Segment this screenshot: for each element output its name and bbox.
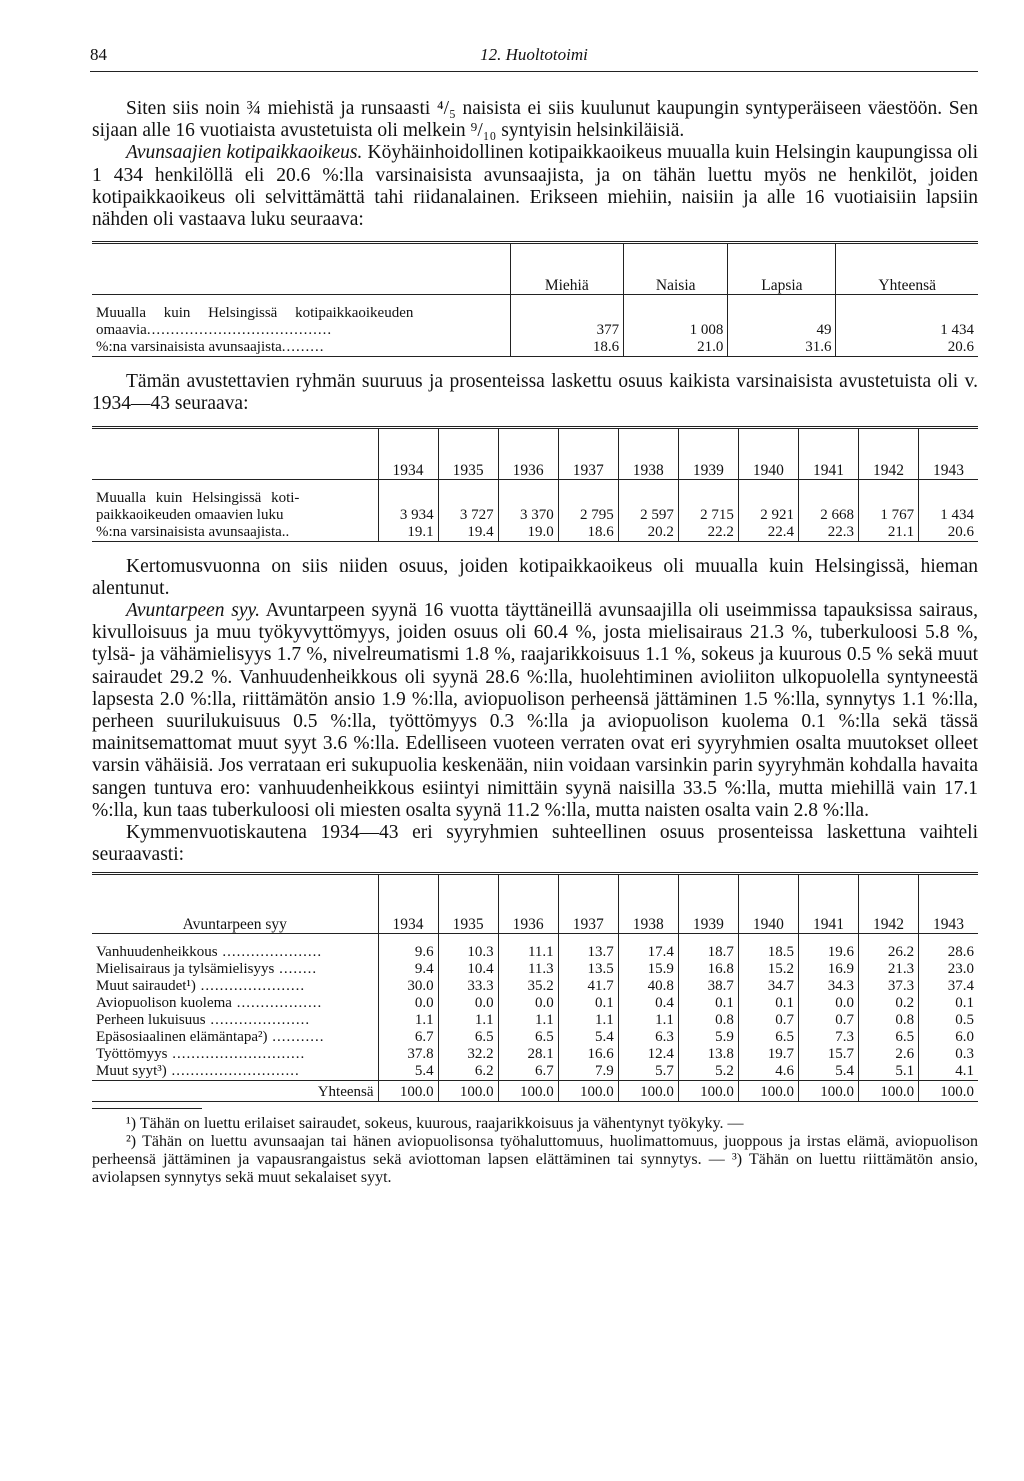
page-header	[90, 45, 978, 72]
cell: 16.8	[678, 961, 738, 978]
table-header-row	[92, 244, 978, 295]
column-header: 1939	[678, 875, 738, 934]
cell: 0.0	[798, 995, 858, 1012]
cell: 20.2	[618, 524, 678, 541]
row-label-text: Aviopuolison kuolema	[96, 995, 232, 1012]
table-row	[92, 1012, 978, 1029]
column-header: 1940	[738, 875, 798, 934]
cell: 40.8	[618, 978, 678, 995]
leader-dots: ...........	[267, 1029, 325, 1046]
cell: 0.0	[378, 995, 438, 1012]
table-total-row	[92, 1081, 978, 1102]
cell: 34.7	[738, 978, 798, 995]
table-row	[92, 978, 978, 995]
table-2	[92, 429, 978, 541]
cell: 0.7	[738, 1012, 798, 1029]
cell: 6.7	[498, 1063, 558, 1081]
table-header-blank	[92, 244, 510, 295]
row-label	[92, 944, 378, 961]
cell: 13.8	[678, 1046, 738, 1063]
cell	[510, 305, 624, 322]
table-row	[92, 961, 978, 978]
cell: 0.5	[919, 1012, 978, 1029]
footnote-2: ²) Tähän on luettu avunsaajan tai hänen aviopuolisonsa työhaluttomuus, huolimattomuus, juoppous ja irstas elämä, aviopuolison perheensä jättäminen ja vapausrangaistus sekä aviottoman lapsen elättäminen tai synnytys. — ³) Tähän on luettu riittämätön ansio, aviolapsen synnytys sekä muut sekalaiset syyt.	[92, 1133, 978, 1187]
table-1	[92, 244, 978, 356]
column-header: 1937	[558, 429, 618, 480]
cell: 100.0	[558, 1081, 618, 1102]
row-label-text: Työttömyys	[96, 1046, 168, 1063]
column-header: 1940	[738, 429, 798, 480]
cell: 1.1	[378, 1012, 438, 1029]
cell: 13.5	[558, 961, 618, 978]
row-label	[92, 1012, 378, 1029]
cell: 16.6	[558, 1046, 618, 1063]
cell: 2 715	[678, 507, 738, 524]
row-label: Muualla kuin Helsingissä koti-	[96, 489, 300, 506]
leader-dots: ......................	[195, 978, 306, 995]
cell: 100.0	[798, 1081, 858, 1102]
cell: 22.2	[678, 524, 738, 541]
cell: 4.6	[738, 1063, 798, 1081]
column-header: Naisia	[624, 244, 728, 295]
cell: 9.4	[378, 961, 438, 978]
cell: 0.0	[498, 995, 558, 1012]
column-header: Lapsia	[728, 244, 836, 295]
cell: 100.0	[678, 1081, 738, 1102]
cell: 5.4	[378, 1063, 438, 1081]
cell: 20.6	[919, 524, 978, 541]
row-label	[92, 961, 378, 978]
cell: 0.1	[919, 995, 978, 1012]
cell: 0.2	[859, 995, 919, 1012]
table-row	[92, 322, 978, 339]
cell: 100.0	[378, 1081, 438, 1102]
cell: 32.2	[438, 1046, 498, 1063]
cell: 6.7	[378, 1029, 438, 1046]
cell: 15.7	[798, 1046, 858, 1063]
paragraph-2-text: Köyhäinhoidollinen kotipaikkaoikeus muualla kuin Helsingin kaupungissa oli 1 434 henkilöllä eli 20.6 %:lla varsinaisista avunsaajista, ja on tähän luettu myös ne henkilöt, joiden kotipaikkaoikeus oli selvittämättä tahi riidanalainen. Erikseen miehiin, naisiin ja alle 16 vuotiaisiin lapsiin nähden oli vastaava luku seuraava:	[92, 142, 978, 231]
cell: 5.4	[558, 1029, 618, 1046]
cell: 6.5	[438, 1029, 498, 1046]
total-label: Yhteensä	[92, 1081, 378, 1102]
cell: 0.0	[438, 995, 498, 1012]
cell: 18.6	[510, 339, 624, 356]
cell: 6.5	[859, 1029, 919, 1046]
row-label: paikkaoikeuden omaavien luku	[96, 506, 284, 523]
column-header: 1937	[558, 875, 618, 934]
cell: 6.0	[919, 1029, 978, 1046]
cell: 0.8	[678, 1012, 738, 1029]
paragraph-5	[92, 600, 978, 822]
row-label-text: Epäsosiaalinen elämäntapa²)	[96, 1029, 268, 1046]
table-row	[92, 490, 978, 507]
cell: 0.8	[859, 1012, 919, 1029]
cell: 18.6	[558, 524, 618, 541]
cell: 33.3	[438, 978, 498, 995]
row-label	[92, 978, 378, 995]
table-header-blank	[92, 429, 378, 480]
cell: 0.1	[558, 995, 618, 1012]
cell: 30.0	[378, 978, 438, 995]
cell: 28.6	[919, 944, 978, 961]
table-header-row	[92, 429, 978, 480]
cell: 5.9	[678, 1029, 738, 1046]
cell: 1.1	[498, 1012, 558, 1029]
table-row	[92, 944, 978, 961]
cell: 26.2	[859, 944, 919, 961]
paragraph-5-text: Avuntarpeen syynä 16 vuotta täyttäneillä avunsaajilla oli useimmissa tapauksissa sairaus, kivulloisuus ja muu työkyvyttömyys, joiden osuus oli 60.4 %, josta mielisairaus 21.3 %, tuberkuloosi 5.8 %, tylsä- ja vähämielisyys 1.7 %, nivelreumatismi 1.8 %, raajarikkoisuus 1.1 %, sokeus ja kuurous 0.5 % sekä muut sairaudet 29.2 %. Vanhuudenheikkous oli syynä 28.6 %:lla, huolehtiminen avioliiton ulkopuolella syntyneestä lapsesta 2.0 %:lla, riittämätön ansio 1.9 %:lla, aviopuolison perheensä jättäminen 1.5 %:lla, synnytys 1.1 %:lla, perheen suurilukuisuus 0.5 %:lla, työttömyys 0.3 %:lla ja aviopuolison kuolema 0.1 %:lla sekä tässä mainitsemattomat muut syyt 3.6 %:lla. Edelliseen vuoteen verraten ovat eri syyryhmien osalta muutokset olleet varsin vähäisiä. Jos verrataan eri sukupuolia keskenään, niin voidaan varsinkin parin syyryhmän kohdalla havaita sangen tuntuva ero: vanhuudenheikkous esiintyi nimittäin syynä naisilla 33.5 %:lla, mutta miehillä vain 17.1 %:lla, kun taas tuberkuloosi oli miesten osalta syynä 11.2 %:lla, mutta naisten osalta vain 2.8 %:lla.	[92, 600, 978, 821]
cell: 19.1	[378, 524, 438, 541]
cell: 37.3	[859, 978, 919, 995]
cell: 5.2	[678, 1063, 738, 1081]
cell: 23.0	[919, 961, 978, 978]
footnote-rule	[92, 1108, 202, 1109]
cell: 10.4	[438, 961, 498, 978]
cell: 49	[728, 322, 836, 339]
cell: 16.9	[798, 961, 858, 978]
paragraph-2-heading: Avunsaajien kotipaikkaoikeus.	[126, 142, 363, 164]
section-title: 12. Huoltotoimi	[480, 45, 588, 64]
footnotes	[92, 1108, 978, 1187]
cell	[624, 305, 728, 322]
column-header: Miehiä	[510, 244, 624, 295]
page-body	[92, 98, 978, 1187]
cell: 0.1	[678, 995, 738, 1012]
cell: 21.1	[859, 524, 919, 541]
table-3-body	[92, 944, 978, 1081]
cell: 15.2	[738, 961, 798, 978]
cell: 100.0	[498, 1081, 558, 1102]
table-causes-by-year	[92, 872, 978, 1102]
cell: 1 434	[836, 322, 978, 339]
column-header: 1938	[618, 429, 678, 480]
column-header: 1941	[798, 875, 858, 934]
cell: 100.0	[919, 1081, 978, 1102]
leader-dots: .....................	[217, 944, 323, 961]
cell: 11.1	[498, 944, 558, 961]
cell: 1 008	[624, 322, 728, 339]
table-3	[92, 875, 978, 1101]
cell: 11.3	[498, 961, 558, 978]
cell: 3 727	[438, 507, 498, 524]
column-header: 1943	[919, 429, 978, 480]
cell: 15.9	[618, 961, 678, 978]
cell: 22.3	[798, 524, 858, 541]
cell: 4.1	[919, 1063, 978, 1081]
cell: 18.5	[738, 944, 798, 961]
row-label	[92, 322, 510, 339]
leader-dots: .....................	[205, 1012, 311, 1029]
cell: 100.0	[438, 1081, 498, 1102]
cell: 13.7	[558, 944, 618, 961]
cell: 5.4	[798, 1063, 858, 1081]
cell: 3 934	[378, 507, 438, 524]
page-number: 84	[90, 45, 107, 64]
table-row	[92, 1063, 978, 1081]
row-label: Muualla kuin Helsingissä kotipaikkaoikeuden	[96, 305, 414, 322]
cell: 22.4	[738, 524, 798, 541]
cell: 5.1	[859, 1063, 919, 1081]
cell: 0.4	[618, 995, 678, 1012]
table-row	[92, 995, 978, 1012]
cell	[836, 305, 978, 322]
paragraph-1: Siten siis noin ¾ miehistä ja runsaasti ⁴/₅ naisista ei siis kuulunut kaupungin syntyperäiseen väestöön. Sen sijaan alle 16 vuotiaista avustetuista oli melkein ⁹/₁₀ syntyisin helsinkiläisiä.	[92, 98, 978, 142]
table-header-row	[92, 875, 978, 934]
paragraph-4: Kertomusvuonna on siis niiden osuus, joiden kotipaikkaoikeus oli muualla kuin Helsingissä, hieman alentunut.	[92, 555, 978, 599]
leader-dots: .......................................	[146, 322, 333, 339]
cell: 6.2	[438, 1063, 498, 1081]
cell: 1 434	[919, 507, 978, 524]
table-row	[92, 1029, 978, 1046]
column-header: 1943	[919, 875, 978, 934]
cell: 21.3	[859, 961, 919, 978]
cell: 17.4	[618, 944, 678, 961]
row-label-text: Perheen lukuisuus	[96, 1012, 206, 1029]
cell: 1 767	[859, 507, 919, 524]
footnote-1: ¹) Tähän on luettu erilaiset sairaudet, sokeus, kuurous, raajarikkoisuus ja vähentynyt työkyky. —	[126, 1115, 744, 1133]
row-label	[92, 995, 378, 1012]
row-label-text: omaavia	[96, 322, 147, 339]
cell: 37.8	[378, 1046, 438, 1063]
column-header: 1934	[378, 429, 438, 480]
table-header-label: Avuntarpeen syy	[182, 916, 287, 934]
leader-dots: ...........................	[166, 1063, 300, 1080]
cell: 19.6	[798, 944, 858, 961]
leader-dots: ..................	[231, 995, 323, 1012]
leader-dots: .........	[281, 339, 325, 356]
column-header: Yhteensä	[836, 244, 978, 295]
row-label-text: Muut sairaudet¹)	[96, 978, 196, 995]
leader-dots: ........	[274, 961, 318, 978]
cell: 35.2	[498, 978, 558, 995]
column-header: 1941	[798, 429, 858, 480]
paragraph-3: Tämän avustettavien ryhmän suuruus ja prosenteissa laskettu osuus kaikista varsinaisista avustetuista oli v. 1934—43 seuraava:	[92, 371, 978, 415]
row-label	[92, 1063, 378, 1081]
cell: 7.9	[558, 1063, 618, 1081]
cell: 20.6	[836, 339, 978, 356]
cell: 1.1	[618, 1012, 678, 1029]
column-header: 1934	[378, 875, 438, 934]
cell: 28.1	[498, 1046, 558, 1063]
cell: 19.0	[498, 524, 558, 541]
cell: 2.6	[859, 1046, 919, 1063]
row-label-text: Vanhuudenheikkous	[96, 944, 218, 961]
cell: 19.7	[738, 1046, 798, 1063]
cell: 0.1	[738, 995, 798, 1012]
cell: 3 370	[498, 507, 558, 524]
table-row	[92, 524, 978, 541]
cell: 6.5	[498, 1029, 558, 1046]
cell: 6.3	[618, 1029, 678, 1046]
row-label	[92, 339, 510, 356]
cell: 38.7	[678, 978, 738, 995]
table-domicile-by-year	[92, 426, 978, 542]
paragraph-2	[92, 142, 978, 231]
cell: 0.7	[798, 1012, 858, 1029]
paragraph-6: Kymmenvuotiskautena 1934—43 eri syyryhmien suhteellinen osuus prosenteissa laskettuna vaihteli seuraavasti:	[92, 822, 978, 866]
cell: 2 795	[558, 507, 618, 524]
column-header: 1942	[859, 875, 919, 934]
column-header: 1938	[618, 875, 678, 934]
cell: 100.0	[618, 1081, 678, 1102]
cell: 0.3	[919, 1046, 978, 1063]
cell: 10.3	[438, 944, 498, 961]
cell: 21.0	[624, 339, 728, 356]
column-header: 1942	[859, 429, 919, 480]
table-row	[92, 507, 978, 524]
cell: 7.3	[798, 1029, 858, 1046]
table-row	[92, 305, 978, 322]
table-row	[92, 339, 978, 356]
cell: 12.4	[618, 1046, 678, 1063]
table-row	[92, 1046, 978, 1063]
cell	[728, 305, 836, 322]
row-label-text: Mielisairaus ja tylsämielisyys	[96, 961, 275, 978]
cell: 2 668	[798, 507, 858, 524]
cell: 6.5	[738, 1029, 798, 1046]
cell: 2 597	[618, 507, 678, 524]
cell: 34.3	[798, 978, 858, 995]
cell: 2 921	[738, 507, 798, 524]
cell: 18.7	[678, 944, 738, 961]
cell: 1.1	[438, 1012, 498, 1029]
column-header: 1935	[438, 429, 498, 480]
row-label	[92, 1046, 378, 1063]
cell: 41.7	[558, 978, 618, 995]
cell: 31.6	[728, 339, 836, 356]
cell: 100.0	[738, 1081, 798, 1102]
table-domicile-by-group	[92, 241, 978, 357]
cell: 5.7	[618, 1063, 678, 1081]
row-label-text: Muut syyt³)	[96, 1063, 167, 1080]
cell: 100.0	[859, 1081, 919, 1102]
cell: 9.6	[378, 944, 438, 961]
column-header: 1936	[498, 875, 558, 934]
cell: 377	[510, 322, 624, 339]
cell: 19.4	[438, 524, 498, 541]
row-label-text: %:na varsinaisista avunsaajista	[96, 339, 282, 356]
column-header: 1936	[498, 429, 558, 480]
row-label	[92, 1029, 378, 1046]
leader-dots: ............................	[167, 1046, 306, 1063]
column-header: 1939	[678, 429, 738, 480]
column-header: 1935	[438, 875, 498, 934]
row-label: %:na varsinaisista avunsaajista..	[96, 523, 290, 540]
cell: 37.4	[919, 978, 978, 995]
cell: 1.1	[558, 1012, 618, 1029]
paragraph-5-heading: Avuntarpeen syy.	[126, 600, 260, 622]
